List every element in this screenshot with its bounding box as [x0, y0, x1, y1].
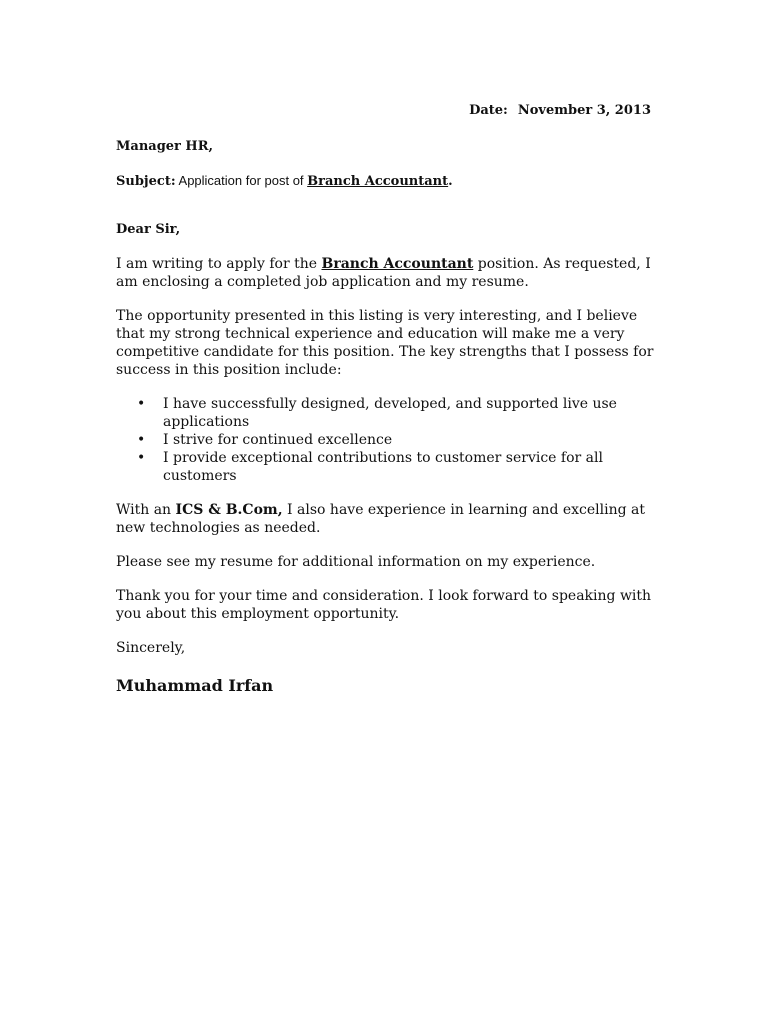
date-value: November 3, 2013: [517, 103, 651, 118]
salutation: Dear Sir,: [116, 222, 181, 237]
intro-before: I am writing to apply for the: [116, 256, 322, 272]
qualification-degree: ICS & B.Com,: [175, 502, 283, 518]
letter-body: [116, 138, 656, 695]
date-line: [469, 103, 651, 118]
list-item-text: I have successfully designed, developed, and supported live use applications: [163, 396, 617, 430]
strengths-list: [116, 395, 656, 485]
bullet-icon: •: [137, 396, 146, 412]
date-label: Date:: [469, 103, 508, 118]
intro-after: position. As requested, I am enclosing a completed job application and my resume.: [116, 256, 651, 290]
bullet-icon: •: [137, 450, 146, 466]
list-item-text: I strive for continued excellence: [163, 432, 393, 448]
subject-end: .: [448, 174, 453, 189]
intro-post: Branch Accountant: [321, 256, 474, 272]
signature-name: Muhammad Irfan: [116, 676, 274, 695]
paragraph-opportunity: The opportunity presented in this listing is very interesting, and I believe that my strong technical experience and education will make me a very competitive candidate for this position. The key strengths that I possess for success in this position include:: [116, 308, 654, 378]
list-item: [137, 431, 656, 449]
paragraph-intro: [116, 255, 656, 291]
recipient: Manager HR,: [116, 139, 214, 154]
qualification-before: With an: [116, 502, 176, 518]
bullet-icon: •: [137, 432, 146, 448]
paragraph-thanks: Thank you for your time and consideration. I look forward to speaking with you about this employment opportunity.: [116, 588, 652, 622]
closing: Sincerely,: [116, 640, 186, 656]
list-item: [137, 449, 656, 485]
subject-text: Application for post of: [175, 173, 308, 188]
subject-label: Subject:: [116, 174, 176, 189]
qualification-after: I also have experience in learning and excelling at new technologies as needed.: [116, 502, 645, 536]
subject-post: Branch Accountant: [307, 174, 449, 189]
list-item-text: I provide exceptional contributions to customer service for all customers: [163, 450, 603, 484]
list-item: [137, 395, 656, 431]
paragraph-resume: Please see my resume for additional information on my experience.: [116, 554, 596, 570]
subject-line: [116, 172, 656, 191]
paragraph-qualification: [116, 501, 656, 537]
